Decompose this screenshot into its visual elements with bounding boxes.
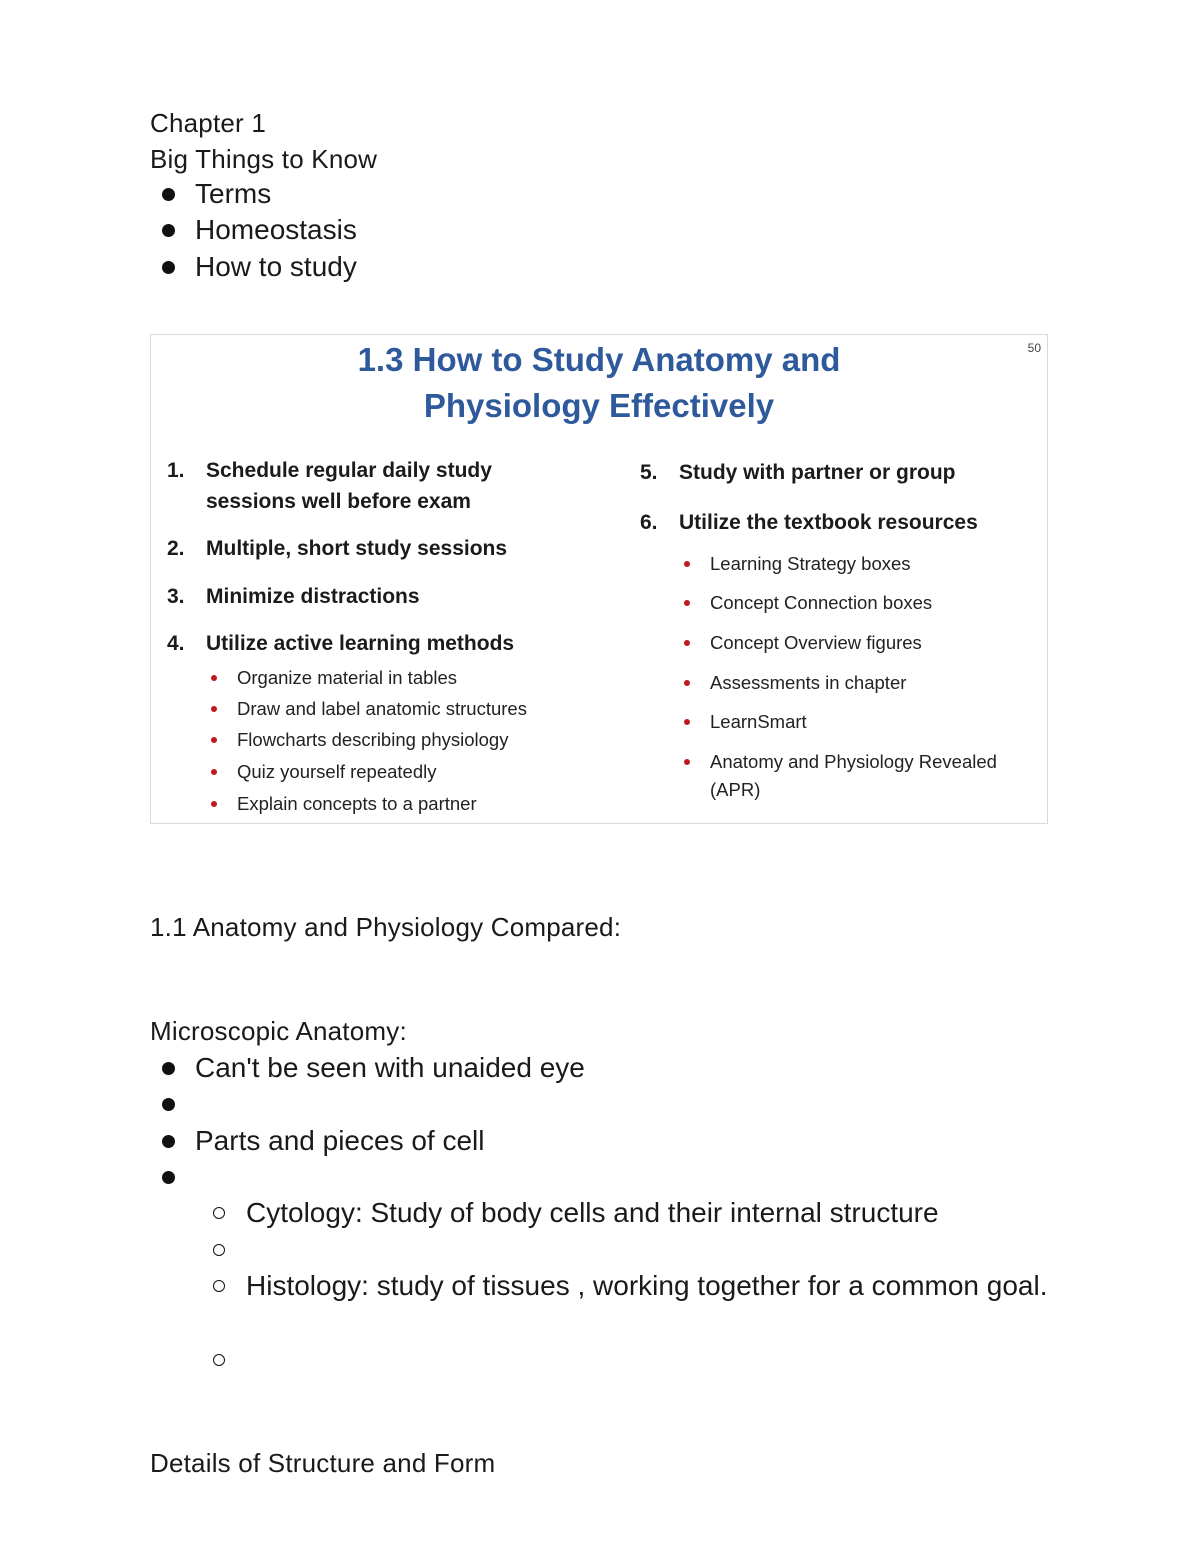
hollow-bullet-icon (213, 1207, 225, 1219)
bullet-icon (162, 188, 175, 201)
item-number: 4. (167, 632, 185, 655)
slide-image: 1.3 How to Study Anatomy and Physiology Effectively 50 1. Schedule regular daily study sessions well before exam 2. Multiple, short study sessions 3. Minimize distractions 4. Utilize active learning methods Organize material in tables Draw and label anatomic structures Flowcharts describing physiology Quiz yourself repeatedly Explain concepts to a partner 5. Study with partner or group 6. Utilize the textbook resources Learning Strategy boxes Concept Connection boxes Concept Overview figures Assessments in chapter LearnSmart Anatomy and Physiology Revealed (APR) (150, 334, 1048, 824)
list-item-label: Can't be seen with unaided eye (195, 1052, 585, 1083)
list-item-label: Homeostasis (195, 214, 357, 245)
slide-title-line1: 1.3 How to Study Anatomy and (357, 341, 841, 378)
hollow-bullet-icon (213, 1354, 225, 1366)
hollow-bullet-icon (213, 1244, 225, 1256)
item-label: Study with partner or group (679, 461, 956, 484)
bullet-icon (162, 1135, 175, 1148)
item-number: 2. (167, 537, 185, 560)
item-label: sessions well before exam (206, 490, 471, 513)
red-bullet-icon (684, 719, 690, 725)
big-things-heading: Big Things to Know (150, 144, 378, 174)
item-label: Multiple, short study sessions (206, 537, 508, 560)
section-heading: 1.1 Anatomy and Physiology Compared: (150, 912, 622, 942)
bullet-icon (162, 1062, 175, 1075)
microscopic-heading: Microscopic Anatomy: (150, 1016, 407, 1046)
red-bullet-icon (684, 561, 690, 567)
red-bullet-icon (684, 680, 690, 686)
details-heading: Details of Structure and Form (150, 1448, 496, 1478)
list-item-label: Parts and pieces of cell (195, 1125, 485, 1156)
item-number: 1. (167, 459, 185, 482)
list-item-label: How to study (195, 251, 357, 282)
red-bullet-icon (211, 675, 217, 681)
hollow-bullet-icon (213, 1280, 225, 1292)
bullet-icon (162, 1171, 175, 1184)
item-label: Minimize distractions (206, 585, 420, 608)
list-item-label: Terms (195, 178, 272, 209)
sub-list-item-label: Histology: study of tissues , working together for a common goal. (246, 1270, 1048, 1301)
red-bullet-icon (684, 759, 690, 765)
slide-number: 50 (1027, 341, 1041, 355)
red-bullet-icon (211, 769, 217, 775)
bullet-icon (162, 224, 175, 237)
red-bullet-icon (684, 600, 690, 606)
item-label: Utilize active learning methods (206, 632, 515, 655)
item-number: 6. (640, 511, 658, 534)
item-label: Utilize the textbook resources (679, 511, 978, 534)
sub-list-item-label: Cytology: Study of body cells and their internal structure (246, 1197, 939, 1228)
red-bullet-icon (211, 801, 217, 807)
bullet-icon (162, 1098, 175, 1111)
item-number: 5. (640, 461, 658, 484)
red-bullet-icon (684, 640, 690, 646)
item-number: 3. (167, 585, 185, 608)
red-bullet-icon (211, 706, 217, 712)
bullet-icon (162, 261, 175, 274)
item-label: Schedule regular daily study (206, 459, 492, 482)
slide-title-line2: Physiology Effectively (423, 387, 775, 424)
chapter-title: Chapter 1 (150, 108, 266, 138)
red-bullet-icon (211, 737, 217, 743)
